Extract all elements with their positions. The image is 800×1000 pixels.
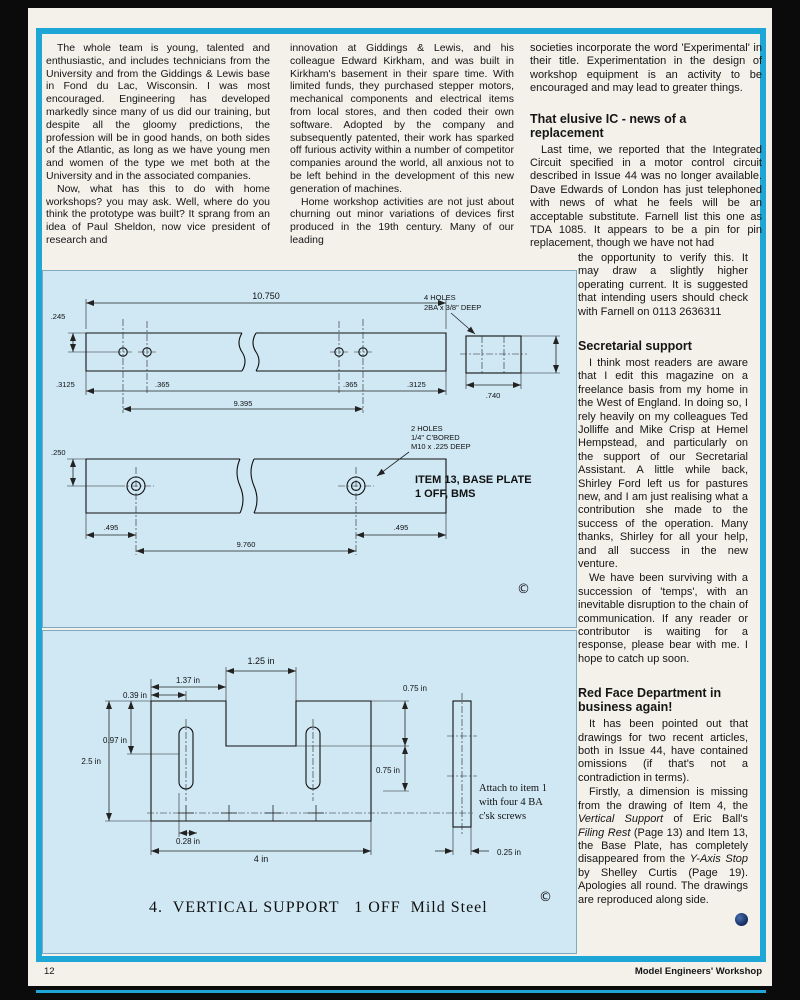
- dim-label-0-39: 0.39 in: [122, 691, 147, 700]
- paragraph: We have been surviving with a succession of 'temps', with an inevitable disruption to the chain of communication. If any reader or contributor is waiting for a response, please bear with me. I hope to catch up soon.: [578, 572, 748, 665]
- paragraph: societies incorporate the word 'Experimental' in their title. Experimentation in the design of workshop equipment is an activity to be encouraged and may lead to greater things.: [530, 42, 762, 95]
- base-plate-section-view: [86, 459, 446, 555]
- cbore-note-line2: 1/4" C'BORED: [411, 433, 460, 442]
- end-of-article-row: [578, 913, 748, 930]
- dim-label-495-left: .495: [103, 523, 119, 532]
- attach-note-line1: Attach to item 1: [479, 783, 547, 794]
- base-plate-drawing: [43, 271, 576, 627]
- paragraph: Last time, we reported that the Integrated Circuit specified in a motor control circuit described in Issue 44 was no longer available. Dave Edwards of London has just telephoned with news of what he feels will be an acceptable substitute. Farnell list this one as TDA 1085. It appears to be a pin for pin replacement, though we have not had: [530, 143, 762, 250]
- paragraph: Home workshop activities are not just about churning out minor variations of devices first produced in the 19th century. Many of our leading: [290, 195, 514, 246]
- paragraph: The whole team is young, talented and enthusiastic, and includes technicians from the University and from the Giddings & Lewis base in Fond du Lac, Wisconsin. I was most encouraged. Engineering has developed markedly since many of us did our training, but despite all the gloomy predictions, the profession will be in good hands, on both sides of the Atlantic, as long as we have young men and women of the type we met both at the University and in the associated companies.: [46, 42, 270, 182]
- section-heading-secretarial-support: Secretarial support: [578, 338, 692, 353]
- dim-label-250: .250: [51, 448, 66, 457]
- base-plate-drawing-panel: [42, 270, 577, 628]
- holes-note-line2: 2BA x 3/8" DEEP: [424, 303, 482, 312]
- section-heading-elusive-ic: That elusive IC - news of a replacement: [530, 111, 687, 140]
- dimension-lines: [102, 667, 489, 855]
- end-of-article-icon: [735, 913, 748, 926]
- dim-label-0-75-bottom: 0.75 in: [375, 766, 400, 775]
- text-column-2: [290, 42, 514, 247]
- drawing-caption: 4. VERTICAL SUPPORT 1 OFF Mild Steel: [149, 899, 488, 916]
- dim-label-0-28: 0.28 in: [175, 837, 201, 846]
- item-title-line1: ITEM 13, BASE PLATE: [415, 474, 532, 486]
- dim-label-245: .245: [50, 312, 66, 321]
- vertical-support-side-view: [447, 693, 477, 835]
- copyright-symbol: ©: [539, 890, 552, 905]
- cbore-note-line3: M10 x .225 DEEP: [411, 442, 471, 451]
- vertical-support-drawing: [43, 631, 576, 953]
- bottom-accent-line: [36, 990, 766, 993]
- dim-label-0-75-top: 0.75 in: [402, 684, 428, 693]
- dim-label-365-left: .365: [155, 380, 170, 389]
- paragraph: [578, 786, 748, 907]
- base-plate-top-view: [86, 319, 446, 413]
- text-run: by Shelley Curtis (Page 19). Apologies all round. The drawings are reproduced along side.: [578, 866, 748, 906]
- body-columns: [46, 42, 514, 247]
- vertical-support-front-view: [147, 701, 473, 821]
- dim-label-740: .740: [485, 391, 501, 400]
- cbore-note-line1: 2 HOLES: [411, 424, 443, 433]
- paragraph: Now, what has this to do with home workshops? you may ask. Well, where do you think the prototype was built? It sprang from an idea of Paul Sheldon, now vice president of research and: [46, 182, 270, 246]
- dim-label-1-37: 1.37 in: [175, 676, 201, 685]
- dim-label-9760: 9.760: [236, 540, 256, 549]
- italic-title: Y-Axis Stop: [689, 853, 748, 866]
- attach-note-line3: c'sk screws: [479, 811, 527, 822]
- dim-label-3125-left: .3125: [56, 380, 75, 389]
- italic-title: Filing Rest: [578, 826, 631, 839]
- dim-label-10750: 10.750: [252, 291, 280, 301]
- copyright-symbol: ©: [517, 582, 530, 597]
- text-run: of Eric Ball's: [663, 813, 749, 826]
- paragraph: innovation at Giddings & Lewis, and his colleague Edward Kirkham, and was built in Kirkham's basement in their spare time. With limited funds, they purchased stepper motors, mechanical components and electrical items from local stores, and then coded their own software. Adopted by the company and subsequently patented, their work has sparked off furious activity within a number of competitor companies around the world, all anxious not to be left behind in the development of this new generation of machines.: [290, 42, 514, 195]
- text-run: (Page 13) and Item 13, the Base Plate, has completely disappeared from the: [578, 826, 748, 866]
- paragraph: the opportunity to verify this. It may draw a slightly higher operating current. It is suggested that intending users should check with Farnell on 0113 2636311: [578, 251, 748, 318]
- dim-label-4: 4 in: [253, 854, 269, 864]
- page-number: 12: [44, 966, 55, 977]
- paragraph: I think most readers are aware that I edit this magazine on a freelance basis from my home in the West of England. In doing so, I rely heavily on my colleagues Ted Jolliffe and Mike Crisp at Hemel Hempstead, and particularly on the support of our Secretarial Assistant. A little while back, Shirley Ford left us for pastures new, and I am just realising what a contribution she made to the success of the operation. Many thanks, Shirley for all your help, and all success in the new venture.: [578, 356, 748, 570]
- italic-title: Vertical Support: [578, 813, 664, 826]
- magazine-title: Model Engineers' Workshop: [634, 966, 762, 977]
- holes-note-line1: 4 HOLES: [424, 293, 456, 302]
- dim-label-0-97: 0.97 in: [102, 736, 127, 745]
- dim-label-365-right: .365: [343, 380, 358, 389]
- dim-label-495-right: .495: [393, 523, 409, 532]
- dim-label-0-25: 0.25 in: [496, 848, 522, 857]
- right-column-narrow-segment: [578, 252, 748, 930]
- paragraph: It has been pointed out that drawings for two recent articles, both in Issue 44, have contained omissions (if that's not a contradiction in terms).: [578, 718, 748, 784]
- base-plate-end-view: [460, 336, 527, 373]
- vertical-support-drawing-panel: [42, 630, 577, 954]
- text-run: Firstly, a dimension is missing from the drawing of Item 4, the: [578, 786, 748, 812]
- item-title-line2: 1 OFF, BMS: [415, 488, 476, 500]
- dim-label-1-25: 1.25 in: [247, 656, 275, 666]
- section-heading-red-face: Red Face Department in business again!: [578, 686, 722, 715]
- text-column-1: [46, 42, 270, 247]
- dim-label-3125-right: .3125: [407, 380, 426, 389]
- dim-label-9395: 9.395: [233, 399, 253, 408]
- dim-label-2-5: 2.5 in: [81, 757, 101, 766]
- attach-note-line2: with four 4 BA: [479, 797, 543, 808]
